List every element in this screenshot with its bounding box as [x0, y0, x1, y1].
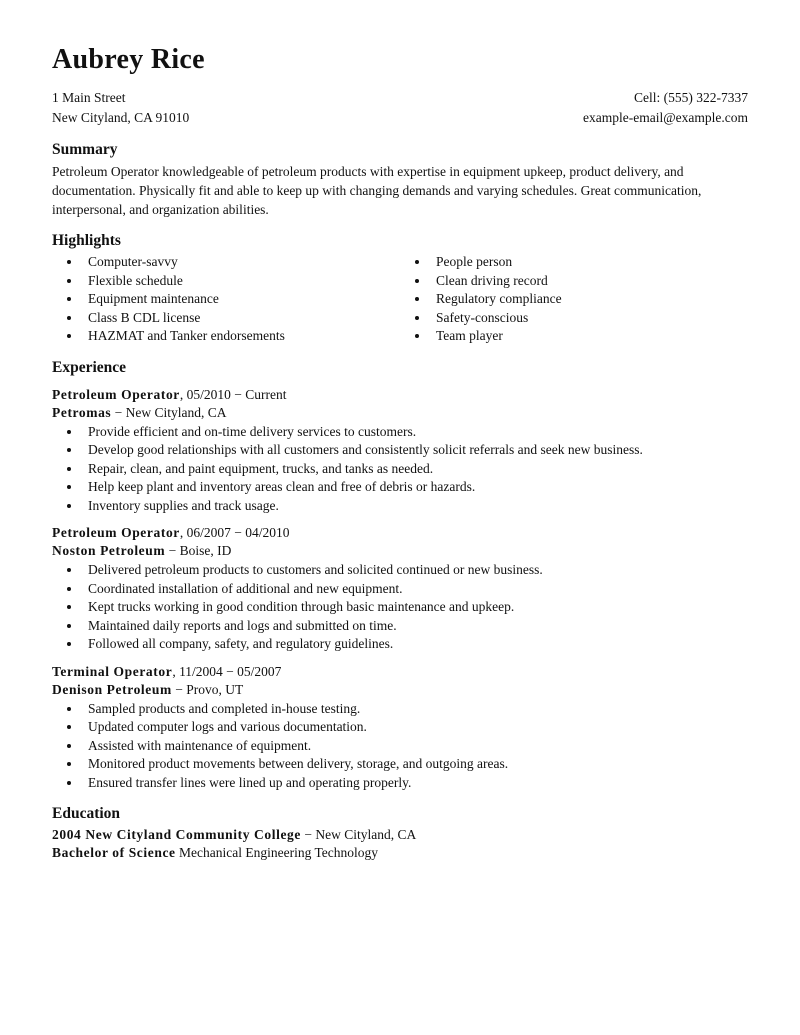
job-company-line	[52, 681, 748, 699]
job-bullet: • Develop good relationships with all customers and consistently solicit referrals and seek new business.	[82, 441, 748, 460]
job-bullet-list	[52, 561, 748, 654]
person-name: Aubrey Rice	[52, 44, 205, 75]
job-title-line	[52, 663, 748, 681]
job-dates: , 11/2004 − 05/2007	[172, 663, 282, 679]
job-bullet-list	[52, 700, 748, 793]
highlights-column-left	[52, 253, 400, 346]
job-bullet: • Inventory supplies and track usage.	[82, 497, 748, 516]
education-school-location: − New Cityland, CA	[301, 827, 417, 842]
highlight-item: • Equipment maintenance	[82, 290, 400, 309]
job-company: Petromas	[52, 404, 112, 420]
job-title: Terminal Operator	[52, 663, 173, 679]
job-title-line	[52, 386, 748, 404]
job-dates: , 05/2010 − Current	[179, 386, 287, 402]
education-school-line	[52, 826, 748, 844]
job-title: Petroleum Operator	[52, 525, 180, 540]
job-company: Noston Petroleum	[52, 543, 166, 558]
job-bullet: • Repair, clean, and paint equipment, trucks, and tanks as needed.	[82, 460, 748, 479]
highlights-list-right	[400, 253, 748, 346]
highlights-column-right	[400, 253, 748, 346]
highlights-list-left	[52, 253, 400, 346]
experience-job-2	[52, 524, 748, 654]
highlight-item: • People person	[430, 253, 748, 272]
job-bullet-list	[52, 423, 748, 516]
education-school: 2004 New Cityland Community College	[52, 827, 301, 842]
job-bullet: • Kept trucks working in good condition through basic maintenance and upkeep.	[82, 598, 748, 617]
job-location: − Provo, UT	[171, 681, 244, 697]
education-degree-line	[52, 844, 748, 862]
section-education-heading: Education	[52, 805, 121, 822]
job-bullet: • Updated computer logs and various documentation.	[82, 718, 748, 737]
job-title-line	[52, 524, 748, 542]
job-bullet: • Help keep plant and inventory areas clean and free of debris or hazards.	[82, 478, 748, 497]
job-bullet: • Maintained daily reports and logs and submitted on time.	[82, 617, 748, 636]
job-bullet: • Delivered petroleum products to customers and solicited continued or new business.	[82, 561, 748, 580]
job-bullet: • Followed all company, safety, and regulatory guidelines.	[82, 635, 748, 654]
contact-address	[52, 88, 189, 128]
education-degree-field: Mechanical Engineering Technology	[175, 845, 379, 860]
highlight-item: • Computer-savvy	[82, 253, 400, 272]
experience-job-3	[52, 663, 748, 793]
address-line-2: New Cityland, CA 91010	[52, 110, 190, 125]
job-bullet: • Monitored product movements between delivery, storage, and outgoing areas.	[82, 755, 748, 774]
section-highlights-heading: Highlights	[52, 232, 121, 249]
job-location: − Boise, ID	[165, 543, 232, 558]
job-company-line	[52, 542, 748, 560]
highlights-columns	[52, 253, 748, 346]
job-company: Denison Petroleum	[52, 681, 172, 697]
job-bullet: • Provide efficient and on-time delivery services to customers.	[82, 423, 748, 442]
job-location: − New Cityland, CA	[111, 404, 227, 420]
highlight-item: • HAZMAT and Tanker endorsements	[82, 327, 400, 346]
highlight-item: • Clean driving record	[430, 272, 748, 291]
highlight-item: • Flexible schedule	[82, 272, 400, 291]
education-degree: Bachelor of Science	[52, 845, 176, 860]
job-title: Petroleum Operator	[52, 386, 180, 402]
job-bullet: • Ensured transfer lines were lined up and operating properly.	[82, 774, 748, 793]
job-bullet: • Sampled products and completed in-house testing.	[82, 700, 748, 719]
experience-job-1	[52, 386, 748, 516]
job-bullet: • Coordinated installation of additional and new equipment.	[82, 580, 748, 599]
contact-details	[583, 88, 748, 128]
job-dates: , 06/2007 − 04/2010	[179, 525, 290, 540]
email-address: example-email@example.com	[583, 110, 748, 125]
phone-number: Cell: (555) 322-7337	[634, 90, 748, 105]
job-bullet: • Assisted with maintenance of equipment.	[82, 737, 748, 756]
highlight-item: • Team player	[430, 327, 748, 346]
address-line-1: 1 Main Street	[52, 90, 126, 105]
section-summary-heading: Summary	[52, 141, 118, 158]
job-company-line	[52, 404, 748, 422]
summary-text: Petroleum Operator knowledgeable of petroleum products with expertise in equipment upkeep, product delivery, and documentation. Physically fit and able to keep up with changing demands and varying schedules. Great communication, interpersonal, and organization abilities.	[52, 164, 702, 217]
highlight-item: • Class B CDL license	[82, 309, 400, 328]
highlight-item: • Regulatory compliance	[430, 290, 748, 309]
contact-block	[52, 88, 748, 128]
highlight-item: • Safety-conscious	[430, 309, 748, 328]
section-experience-heading: Experience	[52, 358, 127, 376]
